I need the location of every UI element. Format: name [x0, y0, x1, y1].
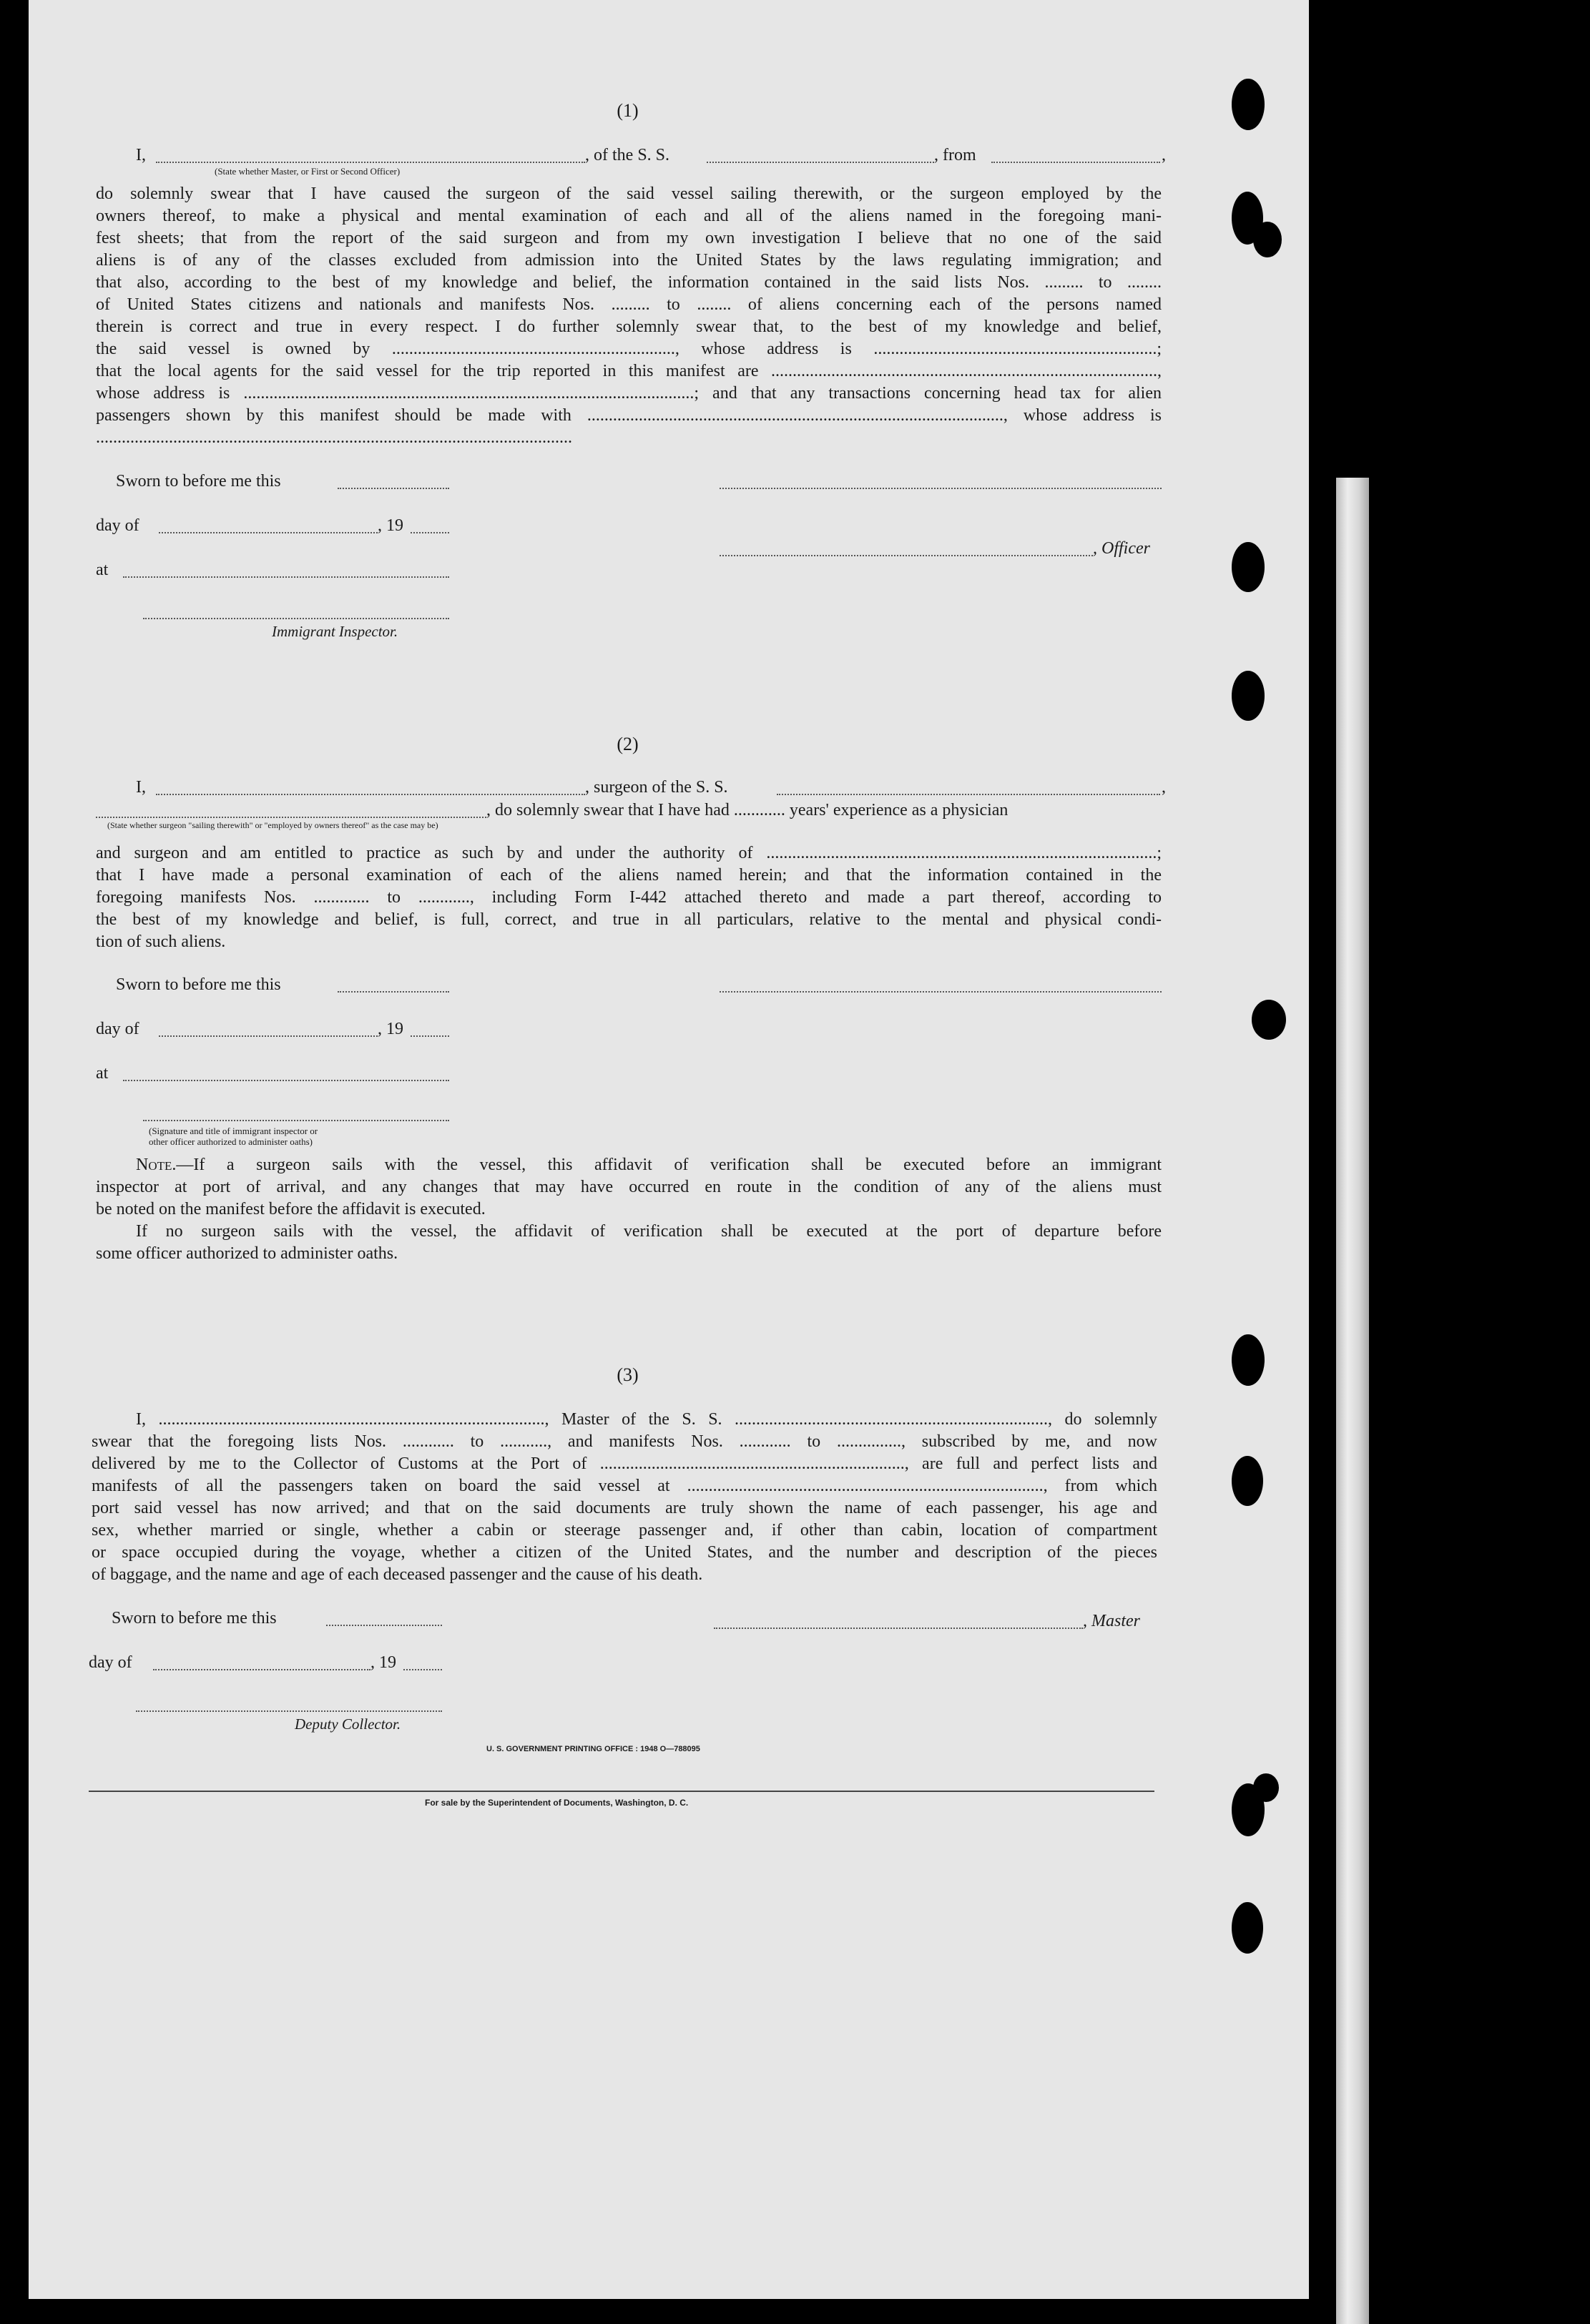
year-label: , 19	[378, 516, 403, 535]
text-line: therein is correct and true in every respect. I do further solemnly swear that, to the best of my knowledge and belief,	[96, 317, 1162, 336]
text-line: swear that the foregoing lists Nos. ............ to ..........., and manifests Nos. ............ to ..............., subscribed by me, and now	[92, 1432, 1157, 1451]
note-line: some officer authorized to administer oaths.	[96, 1244, 398, 1263]
text-line: and surgeon and am entitled to practice as such by and under the authority of ...........................................................................................;	[96, 844, 1162, 862]
fill-line	[326, 1625, 442, 1626]
line-of-ss: , of the S. S.	[585, 146, 670, 164]
text-line: foregoing manifests Nos. ............. to ............, including Form I-442 attached thereto and made a part thereof, according to	[96, 888, 1162, 907]
punch-hole	[1232, 1902, 1263, 1954]
day-of-label: day of	[89, 1653, 132, 1672]
fill-line	[991, 162, 1160, 163]
year-label: , 19	[370, 1653, 396, 1672]
fill-line	[156, 794, 585, 795]
fill-line	[159, 532, 378, 533]
text-line: the said vessel is owned by .................................................................., whose address is ..................................................................;	[96, 340, 1162, 358]
oath-paragraph-3	[92, 1409, 1157, 1586]
signature-caption: (Signature and title of immigrant inspector or	[149, 1126, 318, 1136]
section-number: (3)	[617, 1364, 639, 1385]
year-label: , 19	[378, 1020, 403, 1038]
officer-label: , Officer	[1093, 539, 1150, 558]
text-line: whose address is .........................................................................................................; and that any transactions concerning head tax for alien	[96, 384, 1162, 403]
fill-line	[338, 991, 449, 993]
fill-line	[411, 1035, 449, 1037]
text-line: ...............................................................................................................	[96, 428, 572, 447]
note-block	[96, 1154, 1162, 1265]
inspector-signature-line	[143, 618, 449, 619]
text-line: that also, according to the best of my knowledge and belief, the information contained in the said lists Nos. ......... to ........	[96, 273, 1162, 292]
line-i: I,	[136, 146, 146, 164]
text-line: that the local agents for the said vessel for the trip reported in this manifest are ..........................................................................................,	[96, 362, 1162, 380]
note-line	[96, 1154, 1162, 1176]
fill-line	[777, 794, 1160, 795]
sworn-label: Sworn to before me this	[116, 975, 281, 994]
text-line: I, .........................................................................................., Master of the S. S. ........................................................................., do solemnly	[136, 1410, 1157, 1429]
text-line: do solemnly swear that I have caused the surgeon of the said vessel sailing therewith, or the surgeon employed by the	[96, 184, 1162, 203]
printing-office-imprint: U. S. GOVERNMENT PRINTING OFFICE : 1948 O—788095	[486, 1745, 700, 1753]
note-text: —If a surgeon sails with the vessel, this affidavit of verification shall be executed before an immigrant	[176, 1156, 1162, 1174]
fill-line	[159, 1035, 378, 1037]
master-signature-line	[714, 1628, 1083, 1629]
fill-line	[123, 1080, 449, 1081]
fill-line	[156, 162, 585, 163]
sale-notice: For sale by the Superintendent of Documents, Washington, D. C.	[425, 1798, 689, 1808]
punch-hole	[1253, 222, 1282, 257]
text-line: tion of such aliens.	[96, 932, 226, 951]
text-line: the best of my knowledge and belief, is full, correct, and true in all particulars, relative to the mental and physical condi-	[96, 910, 1162, 929]
note-line: If no surgeon sails with the vessel, the affidavit of verification shall be executed at the port of departure before	[136, 1222, 1162, 1241]
text-line: aliens is of any of the classes excluded from admission into the United States by the laws regulating immigration; and	[96, 251, 1162, 270]
day-of-label: day of	[96, 1020, 139, 1038]
fill-line	[707, 162, 934, 163]
note-line: inspector at port of arrival, and any changes that may have occurred en route in the condition of any of the aliens must	[96, 1178, 1162, 1196]
punch-hole	[1232, 542, 1265, 592]
text-line: of United States citizens and nationals and manifests Nos. ......... to ........ of aliens concerning each of the persons named	[96, 295, 1162, 314]
text-line: port said vessel has now arrived; and that on the said documents are truly shown the name of each passenger, his age and	[92, 1499, 1157, 1517]
line-from: , from	[934, 146, 976, 164]
punch-hole	[1252, 1000, 1286, 1040]
field-caption: (State whether Master, or First or Second Officer)	[215, 166, 401, 177]
punch-hole	[1232, 1456, 1263, 1506]
note-line: be noted on the manifest before the affidavit is executed.	[96, 1200, 486, 1218]
fill-line	[338, 488, 449, 489]
deputy-signature-line	[136, 1710, 442, 1712]
master-label: , Master	[1083, 1612, 1140, 1630]
line-end: ,	[1162, 778, 1166, 797]
text-line: owners thereof, to make a physical and mental examination of each and all of the aliens named in the foregoing mani-	[96, 207, 1162, 225]
section-number: (2)	[617, 734, 639, 754]
fill-line	[96, 817, 486, 818]
signature-line	[720, 488, 1162, 489]
text-line: fest sheets; that from the report of the said surgeon and from my own investigation I believe that no one of the said	[96, 229, 1162, 247]
deputy-label: Deputy Collector.	[295, 1715, 401, 1733]
oath-paragraph-2	[96, 842, 1162, 953]
inspector-label: Immigrant Inspector.	[272, 623, 398, 640]
line-end: ,	[1162, 146, 1166, 164]
fill-line	[403, 1669, 442, 1670]
sworn-label: Sworn to before me this	[116, 472, 281, 491]
oath-paragraph-1	[96, 183, 1162, 449]
field-caption: (State whether surgeon "sailing therewith" or "employed by owners thereof" as the case may be)	[107, 820, 438, 830]
sworn-label: Sworn to before me this	[112, 1609, 277, 1628]
at-label: at	[96, 561, 109, 579]
text-line: or space occupied during the voyage, whether a citizen of the United States, and the number and description of the pieces	[92, 1543, 1157, 1562]
fill-line	[153, 1669, 370, 1670]
text-line: delivered by me to the Collector of Customs at the Port of ......................................................................., are full and perfect lists and	[92, 1454, 1157, 1473]
text-line: that I have made a personal examination of each of the aliens named herein; and that the information contained in the	[96, 866, 1162, 885]
binding-strip	[1336, 478, 1369, 2324]
text-line: passengers shown by this manifest should be made with ................................................................................................., whose address is	[96, 406, 1162, 425]
footer-rule	[89, 1791, 1154, 1792]
signature-caption: other officer authorized to administer oaths)	[149, 1136, 313, 1147]
at-label: at	[96, 1064, 109, 1083]
punch-hole	[1232, 671, 1265, 721]
text-line: manifests of all the passengers taken on board the said vessel at ..................................................................................., from which	[92, 1477, 1157, 1495]
fill-line	[123, 576, 449, 578]
day-of-label: day of	[96, 516, 139, 535]
line-i: I,	[136, 778, 146, 797]
fill-line	[411, 532, 449, 533]
signature-line	[720, 991, 1162, 993]
text-line: of baggage, and the name and age of each deceased passenger and the cause of his death.	[92, 1565, 703, 1584]
punch-hole	[1253, 1773, 1279, 1802]
inspector-signature-line	[143, 1120, 449, 1121]
text-line: sex, whether married or single, whether a cabin or steerage passenger and, if other than cabin, location of compartment	[92, 1521, 1157, 1540]
line-surgeon: , surgeon of the S. S.	[585, 778, 728, 797]
section-number: (1)	[617, 100, 639, 121]
officer-signature-line	[720, 555, 1093, 556]
note-label: Note.	[136, 1156, 177, 1174]
line-experience: , do solemnly swear that I have had ............ years' experience as a physician	[486, 801, 1009, 819]
